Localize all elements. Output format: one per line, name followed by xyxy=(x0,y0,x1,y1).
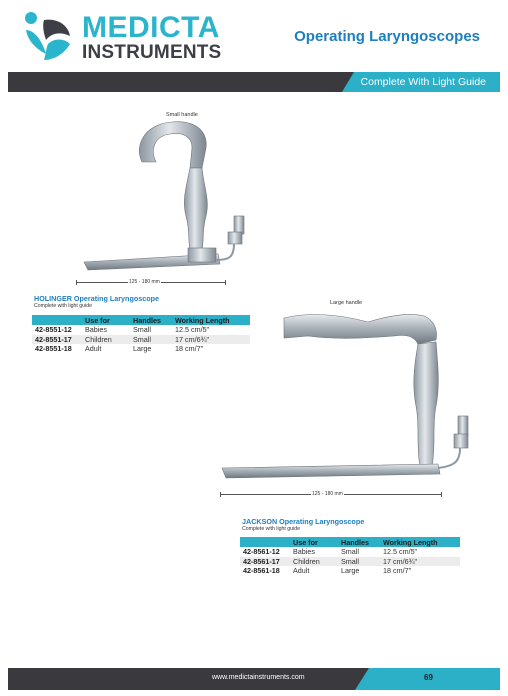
holinger-subtitle: Complete with light guide xyxy=(34,303,92,309)
table-cell: Children xyxy=(290,557,338,567)
page-number: 69 xyxy=(424,673,433,682)
table-header-cell: Use for xyxy=(82,315,130,325)
table-cell: 12.5 cm/5" xyxy=(383,547,418,557)
small-handle-label: Small handle xyxy=(166,112,198,118)
table-header-cell: Use for xyxy=(290,537,338,547)
table-header-cell: Working Length xyxy=(380,537,460,547)
small-dimension-text: 125 - 180 mm xyxy=(129,279,160,285)
table-row xyxy=(240,547,460,557)
table-cell: 18 cm/7" xyxy=(175,344,204,354)
jackson-laryngoscope-illustration xyxy=(218,306,478,486)
table-header-cell xyxy=(240,537,290,547)
page-title: Operating Laryngoscopes xyxy=(294,28,480,45)
table-row xyxy=(240,557,460,567)
table-cell: 17 cm/6¾" xyxy=(172,335,250,345)
table-header-cell xyxy=(32,315,82,325)
table-cell-code: 42-8551-18 xyxy=(35,344,72,354)
table-cell-code: 42-8561-17 xyxy=(240,557,290,567)
table-cell: Large xyxy=(133,344,152,354)
header-band-text: Complete With Light Guide xyxy=(360,76,486,88)
table-cell-code: 42-8551-12 xyxy=(35,325,72,335)
holinger-laryngoscope-illustration xyxy=(78,118,268,278)
large-dimension-text: 125 - 180 mm xyxy=(312,491,343,497)
large-dimension-tick-left xyxy=(220,492,221,497)
jackson-subtitle: Complete with light guide xyxy=(242,526,300,532)
table-cell-code: 42-8561-12 xyxy=(243,547,280,557)
brand-logo xyxy=(22,8,222,68)
table-row xyxy=(240,566,460,576)
table-header-cell: Working Length xyxy=(172,315,250,325)
large-dimension-tick-right xyxy=(441,492,442,497)
table-header-row xyxy=(240,537,460,547)
table-cell: 12.5 cm/5" xyxy=(175,325,210,335)
table-cell: Adult xyxy=(293,566,310,576)
small-dimension-tick-right xyxy=(225,280,226,285)
table-cell-code: 42-8551-17 xyxy=(32,335,82,345)
table-cell: Small xyxy=(133,325,151,335)
table-header-cell: Handles xyxy=(130,315,172,325)
table-cell: 17 cm/6¾" xyxy=(380,557,460,567)
table-cell: Adult xyxy=(85,344,102,354)
table-cell: 18 cm/7" xyxy=(383,566,412,576)
small-dimension-tick-left xyxy=(76,280,77,285)
medicta-logo-icon xyxy=(22,10,72,62)
table-cell: Babies xyxy=(293,547,315,557)
table-header-cell: Handles xyxy=(338,537,380,547)
table-cell-code: 42-8561-18 xyxy=(243,566,280,576)
brand-name: MEDICTA xyxy=(82,11,220,44)
large-handle-label: Large handle xyxy=(330,300,363,306)
table-cell: Babies xyxy=(85,325,107,335)
table-cell: Small xyxy=(341,547,359,557)
brand-subname: INSTRUMENTS xyxy=(82,42,222,63)
jackson-spec-table xyxy=(240,537,460,576)
table-cell: Large xyxy=(341,566,360,576)
jackson-title: JACKSON Operating Laryngoscope xyxy=(242,517,365,526)
footer-website-link[interactable]: www.medictainstruments.com xyxy=(212,674,305,681)
table-cell: Small xyxy=(338,557,380,567)
table-cell: Children xyxy=(82,335,130,345)
table-cell: Small xyxy=(130,335,172,345)
holinger-title: HOLINGER Operating Laryngoscope xyxy=(34,294,159,303)
